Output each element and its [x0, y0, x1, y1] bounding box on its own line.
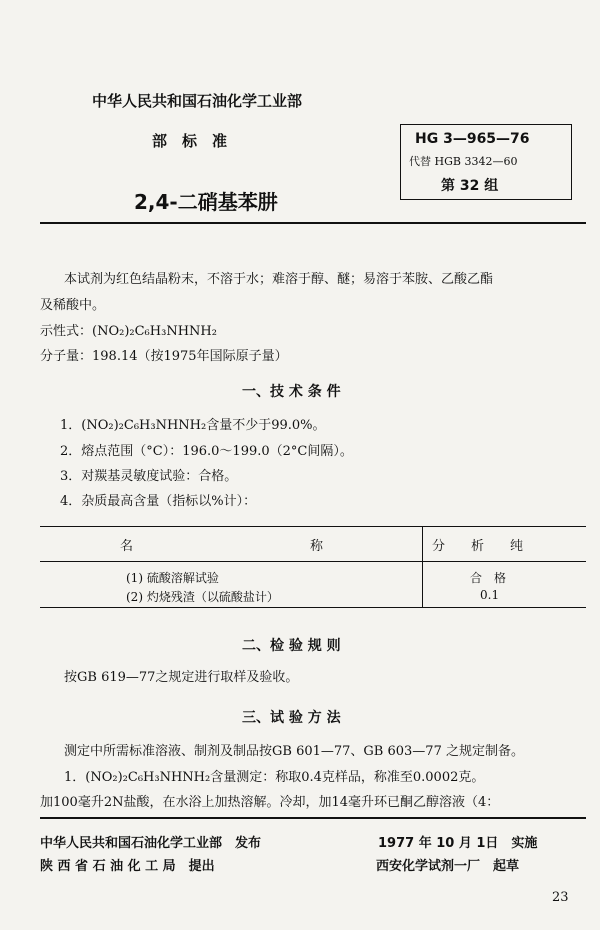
description-line-2: 及稀酸中。 [40, 298, 106, 313]
page-number: 23 [552, 890, 569, 905]
table-header-name-left: 名 [120, 539, 134, 554]
standard-code-box [400, 124, 572, 200]
formula-line [40, 320, 217, 339]
inspection-text: 按GB 619—77之规定进行取样及验收。 [64, 670, 299, 685]
table-row-1-value: 合 格 [470, 571, 507, 585]
page-title: 2,4-二硝基苯肼 [134, 190, 278, 214]
footer-proposer: 陕 西 省 石 油 化 工 局 提出 [40, 859, 215, 874]
group-number: 第 32 组 [441, 178, 499, 194]
table-row-1-name: (1) 硫酸溶解试验 [126, 571, 219, 585]
tech-item-4: 4．杂质最高含量（指标以%计）： [60, 494, 257, 509]
replaces-code: 代替 HGB 3342—60 [409, 155, 518, 168]
table-header-name-right: 称 [310, 539, 324, 554]
formula-value: (NO₂)₂C₆H₃NHNH₂ [92, 324, 217, 339]
standard-code: HG 3—965—76 [415, 131, 530, 147]
table-header-grade: 分 析 纯 [432, 539, 524, 554]
footer-effective-date: 1977 年 10 月 1日 实施 [378, 836, 538, 851]
tech-item-2: 2．熔点范围（°C）：196.0～199.0（2°C间隔）。 [60, 444, 353, 459]
description-line-1: 本试剂为红色结晶粉末，不溶于水；难溶于醇、醚；易溶于苯胺、乙酸乙酯 [64, 272, 494, 287]
test-method-line-2: 1．(NO₂)₂C₆H₃NHNH₂含量测定：称取0.4克样品，称准至0.0002克。 [64, 770, 485, 785]
impurity-table [40, 526, 586, 608]
tech-item-3: 3．对羰基灵敏度试验：合格。 [60, 469, 238, 484]
molecular-weight: 分子量：198.14（按1975年国际原子量） [40, 349, 288, 364]
header-divider [40, 222, 586, 224]
footer-drafter: 西安化学试剂一厂 起草 [376, 859, 520, 874]
footer-issuer: 中华人民共和国石油化学工业部 发布 [40, 836, 262, 851]
table-row-2-value: 0.1 [480, 588, 500, 602]
standard-type: 部 标 准 [152, 132, 228, 150]
section-heading-inspection: 二、检 验 规 则 [242, 638, 341, 654]
section-heading-test-methods: 三、试 验 方 法 [242, 710, 341, 726]
tech-item-1: 1．(NO₂)₂C₆H₃NHNH₂含量不少于99.0%。 [60, 418, 326, 433]
section-heading-technical: 一、技 术 条 件 [242, 384, 341, 400]
test-method-line-1: 测定中所需标准溶液、制剂及制品按GB 601—77、GB 603—77 之规定制备。 [64, 744, 524, 759]
footer-divider [40, 817, 586, 819]
table-header-divider [40, 561, 586, 562]
table-column-divider [422, 527, 423, 607]
test-method-line-3: 加100毫升2N盐酸，在水浴上加热溶解。冷却，加14毫升环已酮乙醇溶液（4： [40, 795, 500, 810]
ministry-title: 中华人民共和国石油化学工业部 [92, 92, 303, 110]
table-row-2-name: (2) 灼烧残渣（以硫酸盐计） [126, 590, 279, 604]
formula-label: 示性式： [40, 324, 93, 339]
